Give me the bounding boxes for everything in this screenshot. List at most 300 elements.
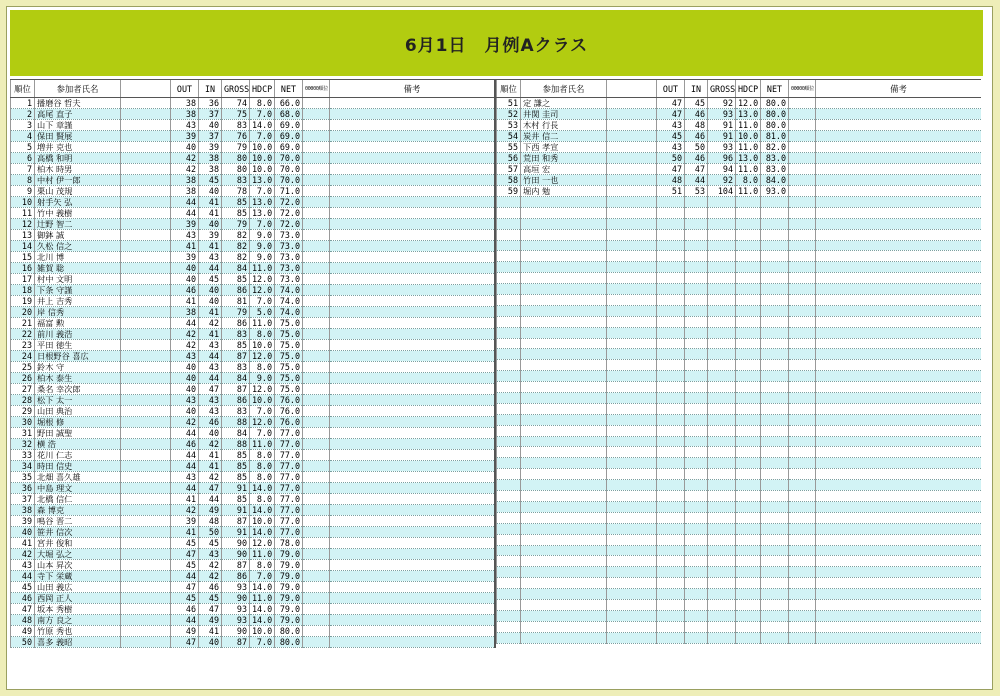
table-row: [11, 351, 495, 362]
hdcp-cell: 11.0: [736, 142, 761, 153]
gross-cell: [708, 197, 736, 208]
remarks-cell: [330, 527, 495, 538]
table-row: [11, 296, 495, 307]
hdcp-cell: 13.0: [250, 208, 275, 219]
extra-cell: [303, 263, 330, 274]
in-cell: [685, 567, 708, 578]
net-cell: 79.0: [275, 593, 303, 604]
out-cell: 46: [171, 604, 199, 615]
table-row: [497, 349, 982, 360]
remarks-cell: [816, 349, 982, 360]
rank-cell: 26: [11, 373, 35, 384]
remarks-cell: [330, 175, 495, 186]
in-cell: 45: [685, 98, 708, 109]
table-row: [497, 186, 982, 197]
gross-cell: 80: [222, 164, 250, 175]
remarks-cell: [816, 523, 982, 534]
blank-cell: [121, 208, 171, 219]
out-cell: 41: [171, 494, 199, 505]
name-cell: 鈴木 守: [35, 362, 121, 373]
out-cell: 40: [171, 406, 199, 417]
rank-cell: 11: [11, 208, 35, 219]
blank-cell: [121, 373, 171, 384]
col-hdcp: HDCP: [250, 80, 275, 98]
gross-cell: 85: [222, 208, 250, 219]
out-cell: [657, 491, 685, 502]
gross-cell: [708, 501, 736, 512]
remarks-cell: [330, 120, 495, 131]
name-cell: 堀内 勉: [521, 186, 607, 197]
blank-cell: [607, 382, 657, 393]
in-cell: [685, 610, 708, 621]
table-row: [497, 251, 982, 262]
rank-cell: [497, 632, 521, 643]
rank-cell: 1: [11, 98, 35, 109]
rank-cell: 39: [11, 516, 35, 527]
name-cell: 射手矢 弘: [35, 197, 121, 208]
table-row: [497, 262, 982, 273]
in-cell: [685, 316, 708, 327]
table-row: [497, 414, 982, 425]
remarks-cell: [330, 626, 495, 637]
name-cell: [521, 501, 607, 512]
net-cell: 79.0: [275, 582, 303, 593]
name-cell: 炭井 信二: [521, 131, 607, 142]
remarks-cell: [816, 491, 982, 502]
rank-cell: [497, 393, 521, 404]
col-rank: 順位: [11, 80, 35, 98]
extra-cell: [303, 296, 330, 307]
net-cell: 80.0: [761, 109, 789, 120]
name-cell: 高橋 和明: [35, 153, 121, 164]
in-cell: 40: [199, 219, 222, 230]
blank-cell: [121, 307, 171, 318]
in-cell: 40: [199, 296, 222, 307]
hdcp-cell: [736, 240, 761, 251]
extra-cell: [789, 109, 816, 120]
gross-cell: 78: [222, 186, 250, 197]
blank-cell: [607, 458, 657, 469]
rank-cell: [497, 567, 521, 578]
out-cell: [657, 382, 685, 393]
gross-cell: 93: [708, 109, 736, 120]
net-cell: 75.0: [275, 329, 303, 340]
net-cell: 73.0: [275, 274, 303, 285]
extra-cell: [789, 501, 816, 512]
table-row: [11, 417, 495, 428]
gross-cell: [708, 273, 736, 284]
blank-cell: [607, 197, 657, 208]
blank-cell: [121, 549, 171, 560]
gross-cell: 82: [222, 252, 250, 263]
out-cell: 41: [171, 241, 199, 252]
rank-cell: 36: [11, 483, 35, 494]
net-cell: 81.0: [761, 131, 789, 142]
remarks-cell: [816, 578, 982, 589]
in-cell: 48: [199, 516, 222, 527]
table-row: [11, 307, 495, 318]
net-cell: [761, 447, 789, 458]
table-row: [11, 395, 495, 406]
name-cell: [521, 469, 607, 480]
name-cell: 鳴谷 晋二: [35, 516, 121, 527]
gross-cell: [708, 589, 736, 600]
name-cell: 坂本 秀樹: [35, 604, 121, 615]
extra-cell: [303, 538, 330, 549]
net-cell: 75.0: [275, 373, 303, 384]
extra-cell: [303, 494, 330, 505]
rank-cell: [497, 251, 521, 262]
in-cell: [685, 480, 708, 491]
net-cell: 73.0: [275, 263, 303, 274]
in-cell: [685, 295, 708, 306]
in-cell: 38: [199, 153, 222, 164]
in-cell: 44: [199, 373, 222, 384]
table-row: [497, 599, 982, 610]
rank-cell: 25: [11, 362, 35, 373]
hdcp-cell: 12.0: [250, 384, 275, 395]
in-cell: [685, 360, 708, 371]
remarks-cell: [330, 274, 495, 285]
extra-cell: [303, 549, 330, 560]
name-cell: 福富 勲: [35, 318, 121, 329]
rank-cell: 50: [11, 637, 35, 648]
in-cell: [685, 534, 708, 545]
remarks-cell: [816, 512, 982, 523]
hdcp-cell: [736, 305, 761, 316]
gross-cell: [708, 610, 736, 621]
blank-cell: [121, 417, 171, 428]
remarks-cell: [816, 534, 982, 545]
hdcp-cell: 8.0: [250, 494, 275, 505]
gross-cell: [708, 218, 736, 229]
blank-cell: [607, 295, 657, 306]
rank-cell: [497, 447, 521, 458]
gross-cell: 82: [222, 230, 250, 241]
blank-cell: [607, 610, 657, 621]
table-row: [11, 230, 495, 241]
table-row: [11, 197, 495, 208]
name-cell: 井上 吉秀: [35, 296, 121, 307]
remarks-cell: [330, 472, 495, 483]
out-cell: [657, 262, 685, 273]
rank-cell: [497, 295, 521, 306]
net-cell: [761, 458, 789, 469]
hdcp-cell: [736, 578, 761, 589]
extra-cell: [303, 208, 330, 219]
rank-cell: 47: [11, 604, 35, 615]
in-cell: [685, 512, 708, 523]
hdcp-cell: 7.0: [250, 186, 275, 197]
hdcp-cell: [736, 393, 761, 404]
extra-cell: [303, 307, 330, 318]
remarks-cell: [816, 480, 982, 491]
hdcp-cell: 12.0: [250, 274, 275, 285]
out-cell: [657, 512, 685, 523]
hdcp-cell: [736, 632, 761, 643]
hdcp-cell: [736, 534, 761, 545]
remarks-cell: [816, 567, 982, 578]
blank-cell: [607, 578, 657, 589]
name-cell: [521, 218, 607, 229]
gross-cell: [708, 327, 736, 338]
gross-cell: [708, 491, 736, 502]
name-cell: [521, 240, 607, 251]
rank-cell: 34: [11, 461, 35, 472]
remarks-cell: [816, 621, 982, 632]
extra-cell: [789, 349, 816, 360]
out-cell: [657, 501, 685, 512]
hdcp-cell: 12.0: [250, 538, 275, 549]
extra-cell: [303, 131, 330, 142]
extra-cell: [303, 186, 330, 197]
hdcp-cell: [736, 458, 761, 469]
net-cell: [761, 599, 789, 610]
name-cell: [521, 480, 607, 491]
extra-cell: [789, 284, 816, 295]
table-row: [11, 582, 495, 593]
page-title: 6月1日 月例Aクラス: [404, 35, 589, 56]
net-cell: 77.0: [275, 450, 303, 461]
results-table-right: [496, 79, 981, 644]
hdcp-cell: 8.0: [250, 450, 275, 461]
name-cell: 寺下 栄蔵: [35, 571, 121, 582]
rank-cell: [497, 240, 521, 251]
hdcp-cell: 8.0: [736, 175, 761, 186]
out-cell: [657, 197, 685, 208]
in-cell: [685, 632, 708, 643]
net-cell: 80.0: [275, 637, 303, 648]
in-cell: [685, 556, 708, 567]
name-cell: [521, 567, 607, 578]
name-cell: [521, 393, 607, 404]
hdcp-cell: [736, 295, 761, 306]
net-cell: [761, 480, 789, 491]
out-cell: [657, 403, 685, 414]
hdcp-cell: [736, 207, 761, 218]
table-row: [497, 534, 982, 545]
hdcp-cell: [736, 599, 761, 610]
col-blank: [607, 80, 657, 98]
blank-cell: [607, 218, 657, 229]
in-cell: [685, 305, 708, 316]
gross-cell: 93: [222, 604, 250, 615]
out-cell: 45: [171, 560, 199, 571]
out-cell: [657, 207, 685, 218]
hdcp-cell: [736, 610, 761, 621]
remarks-cell: [816, 589, 982, 600]
in-cell: 43: [199, 340, 222, 351]
blank-cell: [121, 142, 171, 153]
gross-cell: 90: [222, 593, 250, 604]
net-cell: [761, 425, 789, 436]
table-row: [497, 273, 982, 284]
table-row: [497, 229, 982, 240]
net-cell: 68.0: [275, 109, 303, 120]
blank-cell: [121, 604, 171, 615]
remarks-cell: [816, 120, 982, 131]
gross-cell: [708, 621, 736, 632]
gross-cell: [708, 480, 736, 491]
hdcp-cell: 12.0: [250, 417, 275, 428]
remarks-cell: [330, 241, 495, 252]
rank-cell: 33: [11, 450, 35, 461]
name-cell: 竹中 義樹: [35, 208, 121, 219]
in-cell: 36: [199, 98, 222, 109]
name-cell: 松下 太一: [35, 395, 121, 406]
hdcp-cell: [736, 589, 761, 600]
name-cell: [521, 578, 607, 589]
net-cell: [761, 621, 789, 632]
hdcp-cell: 14.0: [250, 120, 275, 131]
blank-cell: [121, 406, 171, 417]
blank-cell: [121, 109, 171, 120]
blank-cell: [607, 349, 657, 360]
extra-cell: [789, 262, 816, 273]
table-row: [497, 393, 982, 404]
blank-cell: [121, 351, 171, 362]
rank-cell: [497, 197, 521, 208]
net-cell: 69.0: [275, 120, 303, 131]
table-row: [497, 523, 982, 534]
hdcp-cell: [736, 480, 761, 491]
blank-cell: [607, 98, 657, 109]
hdcp-cell: 10.0: [250, 395, 275, 406]
table-row: [497, 120, 982, 131]
net-cell: 73.0: [275, 230, 303, 241]
blank-cell: [607, 425, 657, 436]
out-cell: [657, 251, 685, 262]
gross-cell: 79: [222, 219, 250, 230]
col-blank: [121, 80, 171, 98]
remarks-cell: [330, 109, 495, 120]
in-cell: 41: [199, 208, 222, 219]
name-cell: 柏木 時男: [35, 164, 121, 175]
rank-cell: 41: [11, 538, 35, 549]
rank-cell: [497, 589, 521, 600]
remarks-cell: [816, 218, 982, 229]
gross-cell: [708, 469, 736, 480]
net-cell: 82.0: [761, 142, 789, 153]
name-cell: [521, 523, 607, 534]
blank-cell: [607, 229, 657, 240]
gross-cell: [708, 229, 736, 240]
in-cell: [685, 403, 708, 414]
gross-cell: 90: [222, 626, 250, 637]
net-cell: [761, 567, 789, 578]
net-cell: [761, 556, 789, 567]
out-cell: [657, 273, 685, 284]
table-row: [11, 483, 495, 494]
net-cell: 77.0: [275, 439, 303, 450]
out-cell: 40: [171, 384, 199, 395]
remarks-cell: [330, 483, 495, 494]
net-cell: [761, 360, 789, 371]
hdcp-cell: 7.0: [250, 637, 275, 648]
gross-cell: [708, 545, 736, 556]
extra-cell: [789, 578, 816, 589]
out-cell: 44: [171, 318, 199, 329]
out-cell: [657, 371, 685, 382]
table-row: [11, 153, 495, 164]
in-cell: [685, 621, 708, 632]
hdcp-cell: [736, 523, 761, 534]
name-cell: [521, 425, 607, 436]
out-cell: [657, 425, 685, 436]
extra-cell: [789, 480, 816, 491]
gross-cell: [708, 316, 736, 327]
out-cell: 44: [171, 571, 199, 582]
gross-cell: 85: [222, 472, 250, 483]
rank-cell: 14: [11, 241, 35, 252]
table-row: [497, 240, 982, 251]
in-cell: [685, 262, 708, 273]
remarks-cell: [330, 340, 495, 351]
table-row: [11, 208, 495, 219]
hdcp-cell: [736, 501, 761, 512]
name-cell: [521, 545, 607, 556]
gross-cell: 92: [708, 98, 736, 109]
net-cell: [761, 632, 789, 643]
net-cell: 77.0: [275, 527, 303, 538]
extra-cell: [303, 406, 330, 417]
blank-cell: [121, 329, 171, 340]
table-row: [11, 538, 495, 549]
name-cell: 日根野谷 喜広: [35, 351, 121, 362]
hdcp-cell: 13.0: [736, 109, 761, 120]
name-cell: [521, 327, 607, 338]
rank-cell: 38: [11, 505, 35, 516]
net-cell: 83.0: [761, 153, 789, 164]
remarks-cell: [816, 142, 982, 153]
out-cell: 38: [171, 175, 199, 186]
gross-cell: [708, 599, 736, 610]
remarks-cell: [330, 142, 495, 153]
hdcp-cell: [736, 229, 761, 240]
hdcp-cell: 14.0: [250, 604, 275, 615]
in-cell: [685, 273, 708, 284]
out-cell: 40: [171, 142, 199, 153]
name-cell: 山田 義広: [35, 582, 121, 593]
extra-cell: [789, 98, 816, 109]
out-cell: 49: [171, 626, 199, 637]
remarks-cell: [816, 251, 982, 262]
table-row: [11, 406, 495, 417]
name-cell: [521, 403, 607, 414]
blank-cell: [607, 305, 657, 316]
blank-cell: [121, 472, 171, 483]
extra-cell: [789, 621, 816, 632]
hdcp-cell: 13.0: [250, 175, 275, 186]
net-cell: 80.0: [761, 98, 789, 109]
rank-cell: [497, 469, 521, 480]
extra-cell: [789, 436, 816, 447]
out-cell: 44: [171, 615, 199, 626]
col-in: IN: [199, 80, 222, 98]
hdcp-cell: 11.0: [250, 549, 275, 560]
gross-cell: [708, 284, 736, 295]
out-cell: 42: [171, 329, 199, 340]
results-table-left-panel: [10, 79, 496, 648]
blank-cell: [121, 538, 171, 549]
hdcp-cell: [736, 218, 761, 229]
gross-cell: 87: [222, 516, 250, 527]
out-cell: 50: [657, 153, 685, 164]
in-cell: 47: [685, 164, 708, 175]
extra-cell: [303, 604, 330, 615]
remarks-cell: [816, 164, 982, 175]
name-cell: 北畑 喜久雄: [35, 472, 121, 483]
